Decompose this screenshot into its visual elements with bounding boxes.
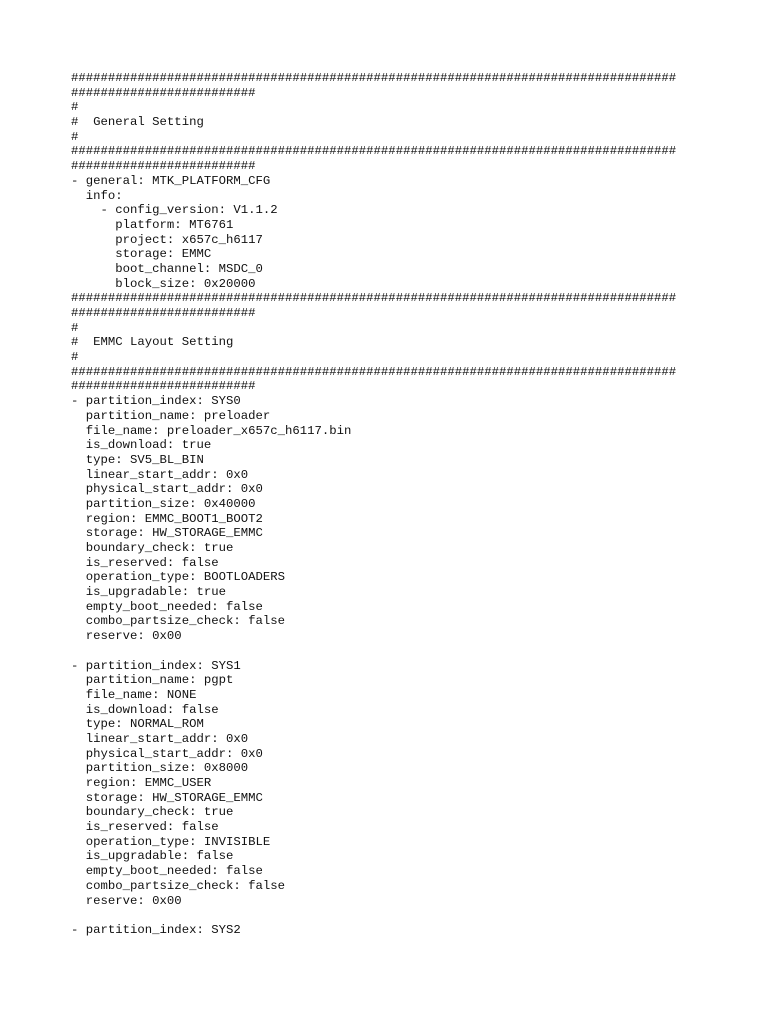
type-line: type: NORMAL_ROM bbox=[71, 717, 204, 732]
comment-border-line: ################################################################################## bbox=[71, 144, 677, 159]
partition-index-line: - partition_index: SYS0 bbox=[71, 394, 241, 409]
is-download-line: is_download: true bbox=[71, 438, 212, 453]
info-line: info: bbox=[71, 188, 123, 203]
is-upgradable-line: is_upgradable: false bbox=[71, 849, 234, 864]
comment-border-line: ######################### bbox=[71, 379, 256, 394]
storage-line: storage: HW_STORAGE_EMMC bbox=[71, 790, 263, 805]
comment-border-line: ######################### bbox=[71, 85, 256, 100]
document-page bbox=[71, 71, 751, 938]
comment-line: # bbox=[71, 350, 79, 365]
is-download-line: is_download: false bbox=[71, 702, 219, 717]
file-name-line: file_name: NONE bbox=[71, 687, 197, 702]
comment-border-line: ######################### bbox=[71, 159, 256, 174]
combo-partsize-check-line: combo_partsize_check: false bbox=[71, 614, 286, 629]
comment-border-line: ################################################################################## bbox=[71, 71, 677, 85]
boundary-check-line: boundary_check: true bbox=[71, 805, 234, 820]
partition-name-line: partition_name: preloader bbox=[71, 408, 271, 423]
type-line: type: SV5_BL_BIN bbox=[71, 452, 204, 467]
storage-line: storage: HW_STORAGE_EMMC bbox=[71, 526, 263, 541]
reserve-line: reserve: 0x00 bbox=[71, 893, 182, 908]
is-reserved-line: is_reserved: false bbox=[71, 820, 219, 835]
file-name-line: file_name: preloader_x657c_h6117.bin bbox=[71, 423, 352, 438]
operation-type-line: operation_type: INVISIBLE bbox=[71, 834, 271, 849]
partition-size-line: partition_size: 0x40000 bbox=[71, 496, 256, 511]
section-heading-emmc-layout-setting: # EMMC Layout Setting bbox=[71, 335, 234, 350]
boot-channel-line: boot_channel: MSDC_0 bbox=[71, 261, 263, 276]
region-line: region: EMMC_BOOT1_BOOT2 bbox=[71, 511, 263, 526]
comment-line: # bbox=[71, 320, 79, 335]
reserve-line: reserve: 0x00 bbox=[71, 629, 182, 644]
is-reserved-line: is_reserved: false bbox=[71, 555, 219, 570]
partition-size-line: partition_size: 0x8000 bbox=[71, 761, 249, 776]
storage-line: storage: EMMC bbox=[71, 247, 212, 262]
comment-border-line: ######################### bbox=[71, 306, 256, 320]
is-upgradable-line: is_upgradable: true bbox=[71, 585, 226, 600]
partition-index-line: - partition_index: SYS1 bbox=[71, 658, 241, 673]
physical-start-addr-line: physical_start_addr: 0x0 bbox=[71, 482, 263, 497]
region-line: region: EMMC_USER bbox=[71, 776, 212, 790]
linear-start-addr-line: linear_start_addr: 0x0 bbox=[71, 467, 249, 482]
config-version-line: - config_version: V1.1.2 bbox=[71, 203, 278, 218]
project-line: project: x657c_h6117 bbox=[71, 232, 263, 247]
boundary-check-line: boundary_check: true bbox=[71, 541, 234, 555]
physical-start-addr-line: physical_start_addr: 0x0 bbox=[71, 746, 263, 761]
empty-boot-needed-line: empty_boot_needed: false bbox=[71, 599, 263, 614]
blank-line bbox=[71, 908, 751, 923]
combo-partsize-check-line: combo_partsize_check: false bbox=[71, 878, 286, 893]
blank-line bbox=[71, 644, 751, 659]
general-line: - general: MTK_PLATFORM_CFG bbox=[71, 173, 271, 188]
comment-border-line: ################################################################################## bbox=[71, 291, 677, 306]
operation-type-line: operation_type: BOOTLOADERS bbox=[71, 570, 286, 585]
linear-start-addr-line: linear_start_addr: 0x0 bbox=[71, 731, 249, 746]
platform-line: platform: MT6761 bbox=[71, 217, 234, 232]
comment-line: # bbox=[71, 100, 79, 115]
empty-boot-needed-line: empty_boot_needed: false bbox=[71, 864, 263, 879]
block-size-line: block_size: 0x20000 bbox=[71, 276, 256, 291]
comment-line: # bbox=[71, 129, 79, 144]
comment-border-line: ################################################################################## bbox=[71, 364, 677, 379]
section-heading-general-setting: # General Setting bbox=[71, 115, 204, 130]
partition-index-line: - partition_index: SYS2 bbox=[71, 922, 241, 937]
partition-name-line: partition_name: pgpt bbox=[71, 673, 234, 688]
